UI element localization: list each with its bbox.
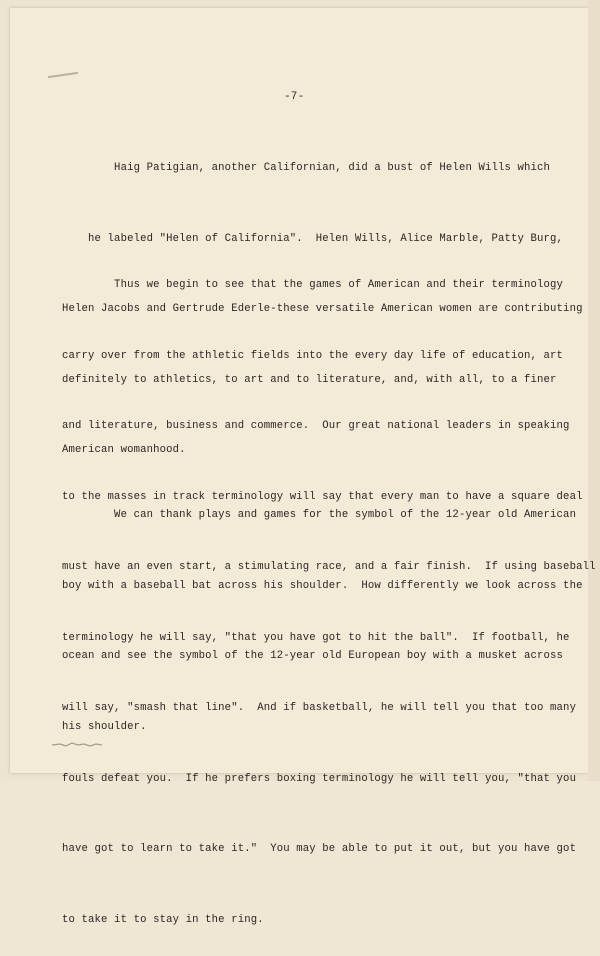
text-line: Thus we begin to see that the games of American and their terminology <box>62 279 564 291</box>
text-line: to the masses in track terminology will say that every man to have a square deal <box>62 490 583 503</box>
text-line: carry over from the athletic fields into the every day life of education, art <box>62 349 564 362</box>
text-line: have got to learn to take it." You may be able to put it out, but you have got <box>62 843 577 855</box>
text-line: must have an even start, a stimulating race, and a fair finish. If using baseball <box>62 561 596 573</box>
text-line: he labeled "Helen of California". Helen Wills, Alice Marble, Patty Burg, <box>62 232 564 245</box>
text-line: ocean and see the symbol of the 12-year old European boy with a musket across <box>62 650 564 662</box>
text-line: and literature, business and commerce. Our great national leaders in speaking <box>62 420 570 432</box>
text-line: will say, "smash that line". And if basketball, he will tell you that too many <box>62 702 577 714</box>
text-line: fouls defeat you. If he prefers boxing terminology he will tell you, "that you <box>62 772 577 785</box>
page-number: -7- <box>284 91 305 103</box>
text-line: Haig Patigian, another Californian, did a bust of Helen Wills which <box>62 162 551 174</box>
paragraph <box>62 457 583 763</box>
text-line: terminology he will say, "that you have got to hit the ball". If football, he <box>62 631 570 644</box>
text-line: Helen Jacobs and Gertrude Ederle-these versatile American women are contributing <box>62 303 583 315</box>
text-line: American womanhood. <box>62 444 186 456</box>
text-line: his shoulder. <box>62 720 147 733</box>
text-line: definitely to athletics, to art and to literature, and, with all, to a finer <box>62 373 557 386</box>
text-line: boy with a baseball bat across his shoulder. How differently we look across the <box>62 579 583 592</box>
text-line: We can thank plays and games for the symbol of the 12-year old American <box>62 509 577 521</box>
text-line: to take it to stay in the ring. <box>62 913 264 926</box>
